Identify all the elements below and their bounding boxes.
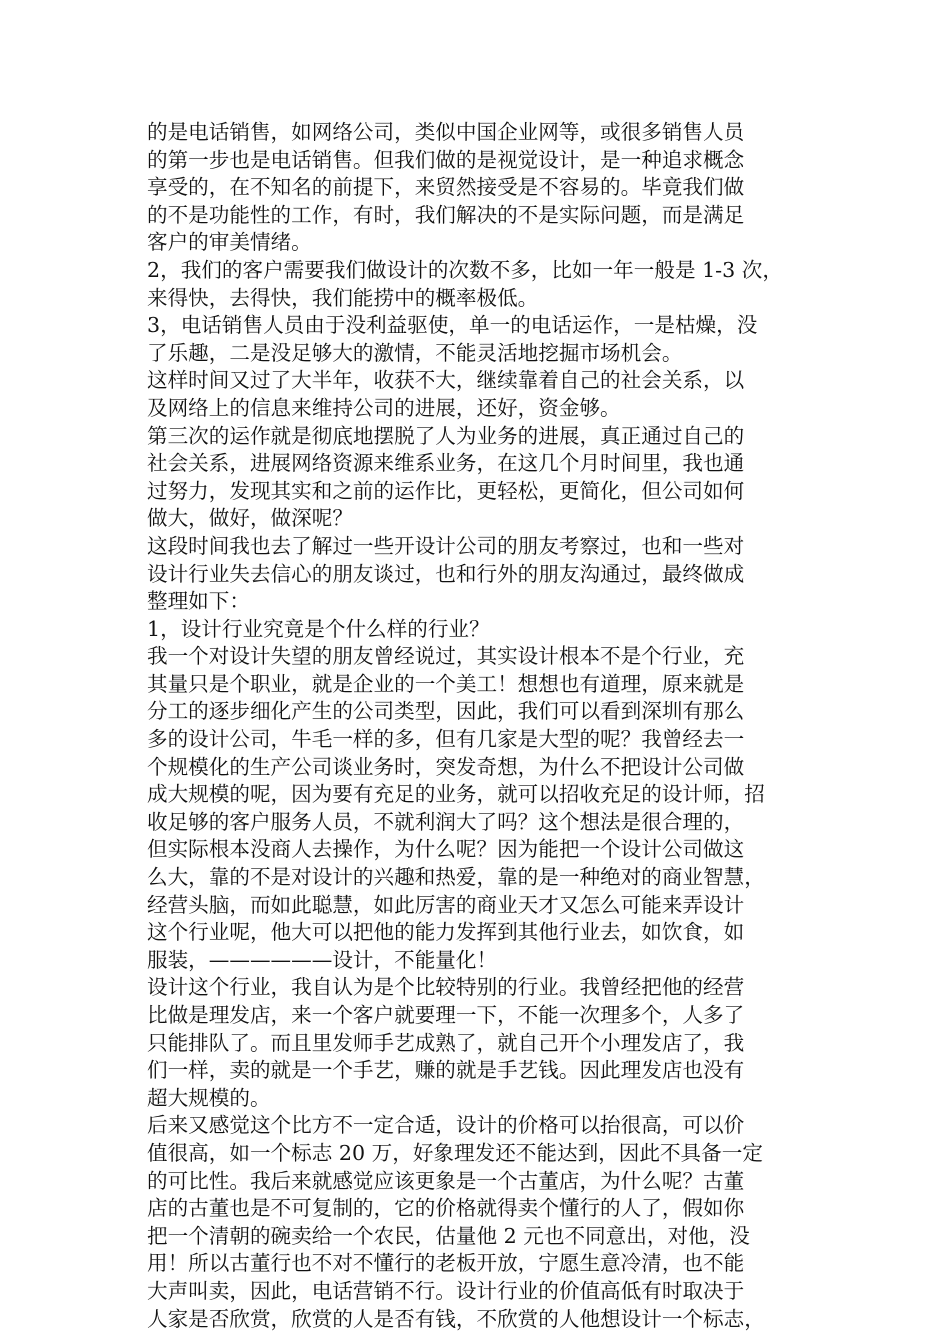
text-line: 第三次的运作就是彻底地摆脱了人为业务的进展，真正通过自己的 [147,423,745,448]
text-line: 设计行业失去信心的朋友谈过，也和行外的朋友沟通过，最终做成 [147,561,745,586]
text-line: 比做是理发店，来一个客户就要理一下，不能一次理多个，人多了 [147,1003,745,1027]
text-line: 社会关系，进展网络资源来维系业务，在这几个月时间里，我也通 [147,451,745,476]
text-line: 后来又感觉这个比方不一定合适，设计的价格可以抬很高，可以价 [147,1113,745,1138]
text-line: 人家是否欣赏，欣赏的人是否有钱，不欣赏的人他想设计一个标志， [147,1306,765,1331]
text-line: 的不是功能性的工作，有时，我们解决的不是实际问题，而是满足 [147,202,745,227]
text-line: 这段时间我也去了解过一些开设计公司的朋友考察过，也和一些对 [147,533,745,558]
text-line: 成大规模的呢，因为要有充足的业务，就可以招收充足的设计师，招 [147,782,765,807]
text-line: 这样时间又过了大半年，收获不大，继续靠着自己的社会关系，以 [147,368,745,393]
text-line: 的是电话销售，如网络公司，类似中国企业网等，或很多销售人员 [147,120,745,144]
text-line: 们一样，卖的就是一个手艺，赚的就是手艺钱。因此理发店也没有 [147,1058,745,1083]
text-line: 分工的逐步细化产生的公司类型，因此，我们可以看到深圳有那么 [147,699,745,724]
text-line: 把一个清朝的碗卖给一个农民，估量他 2 元也不同意出，对他，没 [147,1223,750,1248]
text-line: 用！所以古董行也不对不懂行的老板开放，宁愿生意冷清，也不能 [147,1251,745,1276]
text-line: 收足够的客户服务人员，不就利润大了吗？这个想法是很合理的， [147,809,745,834]
text-line: 的第一步也是电话销售。但我们做的是视觉设计，是一种追求概念 [147,147,745,172]
document-text-body [147,119,812,1333]
text-line: 做大，做好，做深呢？ [147,506,353,531]
text-line: 了乐趣，二是没足够大的激情，不能灵活地挖掘市场机会。 [147,340,683,365]
text-line: 只能排队了。而且里发师手艺成熟了，就自己开个小理发店了，我 [147,1030,745,1055]
text-line: 过努力，发现其实和之前的运作比，更轻松，更简化，但公司如何 [147,478,745,503]
text-line: 享受的，在不知名的前提下，来贸然接受是不容易的。毕竟我们做 [147,175,745,200]
text-line: 我一个对设计失望的朋友曾经说过，其实设计根本不是个行业，充 [147,644,745,669]
text-line: 么大，靠的不是对设计的兴趣和热爱，靠的是一种绝对的商业智慧， [147,865,765,890]
text-line: 1，设计行业究竟是个什么样的行业？ [147,616,490,641]
text-line: 服装，——————设计，不能量化！ [147,947,498,972]
text-line: 的可比性。我后来就感觉应该更象是一个古董店，为什么呢？古董 [147,1168,745,1193]
text-line: 2，我们的客户需要我们做设计的次数不多，比如一年一般是 1-3 次， [147,257,783,282]
text-line: 但实际根本没商人去操作，为什么呢？因为能把一个设计公司做这 [147,837,745,862]
text-line: 值很高，如一个标志 20 万，好象理发还不能达到，因此不具备一定 [147,1140,763,1165]
text-line: 大声叫卖，因此，电话营销不行。设计行业的价值高低有时取决于 [147,1278,745,1303]
text-line: 客户的审美情绪。 [147,230,312,255]
text-line: 店的古董也是不可复制的，它的价格就得卖个懂行的人了，假如你 [147,1196,745,1221]
text-line: 来得快，去得快，我们能捞中的概率极低。 [147,285,539,310]
text-line: 多的设计公司，牛毛一样的多，但有几家是大型的呢？我曾经去一 [147,727,745,752]
text-line: 3，电话销售人员由于没利益驱使，单一的电话运作，一是枯燥，没 [147,313,758,338]
text-line: 整理如下： [147,589,250,614]
text-line: 这个行业呢，他大可以把他的能力发挥到其他行业去，如饮食，如 [147,920,745,945]
text-line: 其量只是个职业，就是企业的一个美工！想想也有道理，原来就是 [147,671,745,696]
text-line: 个规模化的生产公司谈业务时，突发奇想，为什么不把设计公司做 [147,754,745,779]
text-line: 超大规模的。 [147,1085,271,1110]
text-line: 设计这个行业，我自认为是个比较特别的行业。我曾经把他的经营 [147,975,745,1000]
text-line: 经营头脑，而如此聪慧，如此厉害的商业天才又怎么可能来弄设计 [147,892,745,917]
text-line: 及网络上的信息来维持公司的进展，还好，资金够。 [147,395,621,420]
